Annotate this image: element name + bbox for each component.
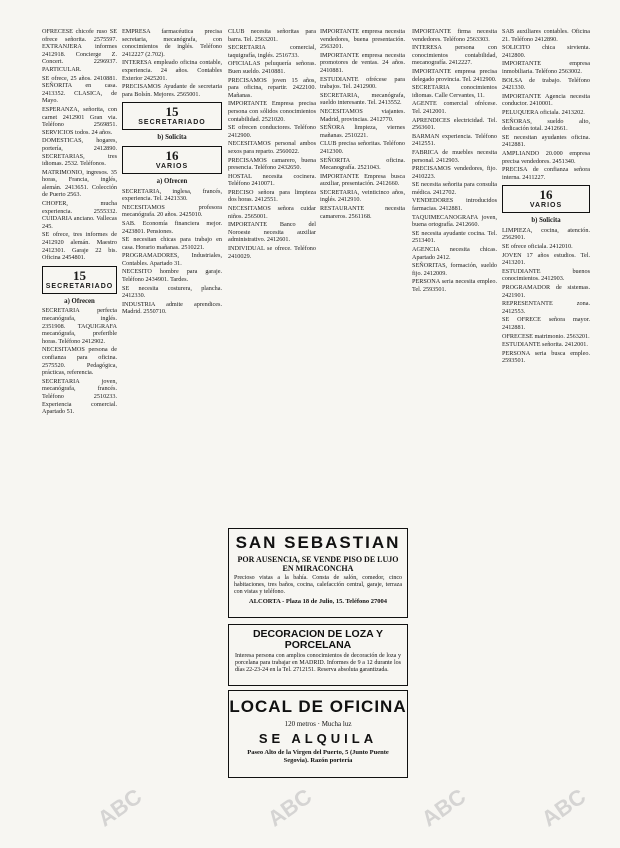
ad-san-sebastian-footer: ALCORTA - Plaza 18 de Julio, 15. Teléfono 27004: [249, 598, 387, 605]
classified-ad: SE necesitan ayudantes oficina. 2412881.: [502, 133, 590, 149]
section-label: VARIOS: [529, 202, 563, 210]
classified-ad: SECRETARIA, inglesa, francés, experiencia. Tel. 2421330.: [122, 187, 222, 203]
classified-ad: SE ofrece, 25 años. 2410881. SEÑORITA en casa. 2413352. CLASICA, de Mayo.: [42, 74, 117, 105]
classified-ad: IMPORTANTE empresa inmobiliaria. Teléfono 2563002.: [502, 60, 590, 75]
watermark: ABC: [536, 783, 591, 832]
classified-ad: BOLSA de trabajo. Teléfono 2421330.: [502, 76, 590, 92]
section-header: [122, 102, 222, 130]
classified-ad: PELUQUERA oficiala. 2413202.: [502, 108, 585, 116]
section-subheading: a) Ofrecen: [156, 177, 188, 185]
classified-ad: INTERESA empleado oficina contable, experiencia. 24 años. Contables Exterior 2425201.: [122, 59, 222, 82]
ad-local-oficina-sub: 120 metros · Mucha luz: [284, 720, 352, 728]
classified-ad: JOVEN 17 años estudios. Tel. 2413201.: [502, 251, 590, 267]
section-label: SECRETARIADO: [45, 282, 114, 290]
classified-column-2: [122, 28, 222, 828]
ad-decoracion-loza: [228, 624, 408, 686]
section-header: [42, 266, 117, 294]
classified-ad: RESTAURANTE necesita camareros. 2561168.: [320, 205, 405, 220]
classified-ad: SECRETARIA, veinticinco años, inglés. 2412910.: [320, 188, 405, 204]
classified-ad: OFRECESE chicofe ruso SE ofrece señorita. 2575597. EXTRANJERA informes 2412918. Concierge Z. Concert. 2296937. PARTICULAR.: [42, 28, 117, 73]
classified-ad: LIMPIEZA, cocina, atención. 2562901.: [502, 226, 590, 242]
classified-ad: ESTUDIANTE ofrécese para trabajos. Tel. 2412900.: [320, 75, 405, 91]
classified-column-3: [228, 28, 316, 528]
classified-ad: OFRECESE matrimonio. 2563201.: [502, 332, 590, 340]
classified-ad: CLUB precisa señoritas. Teléfono 2412300.: [320, 140, 405, 155]
ad-local-oficina: [228, 690, 408, 778]
classified-ad: PRECISAMOS Ayudante de secretaria para Bolsín. Mejores. 2565001.: [122, 83, 222, 98]
classified-column-5: [412, 28, 497, 828]
classified-ad: PROGRAMADOR de sistemas. 2421901.: [502, 284, 590, 299]
classified-ad: DOMESTICAS, hogares, portería, 2412890. SECRETARIAS, tres idiomas. 2532. Teléfonos.: [42, 137, 117, 168]
section-number: 15: [165, 104, 179, 120]
classified-ad: IMPORTANTE firma necesita vendedores. Teléfono 2563303.: [412, 28, 497, 43]
classified-ad: SEÑORAS, sueldo alto, dedicación total. 2412661.: [502, 117, 590, 133]
classified-ad: CHOFER, mucha experiencia. 2555332. CUIDARIA anciano. Vallecas 245.: [42, 200, 117, 230]
classified-ad: SE necesitan chicas para trabajo en casa. Horario mañanas. 2510221.: [122, 236, 222, 251]
section-subheading: b) Solicita: [157, 134, 187, 142]
classified-ad: NECESITAMOS persona de confianza para oficina. 2575520. Pedagógica, prácticas, referencia.: [42, 346, 117, 377]
classified-ad: BARMAN experiencia. Teléfono 2412551.: [412, 132, 497, 148]
classified-ad: SE necesita costurera, plancha. 2412330.: [122, 284, 222, 300]
ad-san-sebastian: [228, 528, 408, 618]
classified-ad: NECESITAMOS personal ambos sexos para reparto. 2560022.: [228, 140, 316, 155]
classified-column-6: [502, 28, 590, 828]
classified-ad: NECESITAMOS profesora mecanógrafa. 20 años. 2425010.: [122, 203, 222, 219]
classified-ad: FABRICA de muebles necesita personal. 2412903.: [412, 148, 497, 164]
classified-ad: SEÑORA limpieza, viernes mañanas. 2510221.: [320, 124, 405, 139]
classified-ad: PRECISAMOS vendedores, fijo. 2410223.: [412, 165, 497, 180]
classified-ad: SECRETARIA perfecta mecanógrafa, inglés. 2351908. TAQUIGRAFA mecanógrafa, preferible horas. Teléfono 2412902.: [42, 307, 117, 345]
section-label: SECRETARIADO: [138, 119, 206, 127]
classified-column-4: [320, 28, 405, 528]
ad-local-oficina-footer: Paseo Alto de la Virgen del Puerto, 5 (Junto Puente Segovia). Razón portería: [247, 749, 389, 764]
classified-ad: IMPORTANTE empresa necesita vendedores, buena presentación. 2563201.: [320, 28, 405, 51]
ad-san-sebastian-body: Precioso vistas a la bahía. Consta de salón, comedor, cinco habitaciones, tres baños, cocina, calefacción central, garaje, terraza con vistas y teléfono.: [234, 575, 402, 595]
classified-ad: PRECISAMOS joven 15 años, para oficina, repartir. 2422100. Mañanas.: [228, 76, 316, 99]
classified-ad: OFICIALAS peluquería señoras. Buen sueldo. 2410881.: [228, 60, 316, 75]
classified-ad: PRECISA de confianza señora interna. 2411227.: [502, 166, 590, 181]
classified-ad: AMPLIANDO 20.000 empresa precisa vendedores. 2451340.: [502, 149, 590, 165]
watermark: ABC: [92, 783, 147, 832]
classified-ad: HOSTAL necesita cocinera. Teléfono 2410071.: [228, 172, 316, 188]
section-label: VARIOS: [155, 162, 189, 170]
classified-ad: NECESITAMOS señora cuidar niños. 2565001.: [228, 205, 316, 220]
classified-ad: TAQUIMECANOGRAFA joven, buena ortografía. 2412660.: [412, 213, 497, 229]
classified-ad: MATRIMONIO, ingresos. 35 horas, Francia, inglés, alemán. 2413651. Colección de Puerto 2563.: [42, 168, 117, 199]
classified-ad: REPRESENTANTE zona. 2412553.: [502, 300, 590, 315]
section-number: 15: [73, 267, 86, 283]
classified-ad: ESTUDIANTE buenos conocimientos. 2412903.: [502, 267, 590, 283]
classified-ad: SEÑORITA oficina. Mecanografía. 2521043.: [320, 156, 405, 172]
classified-ad: ESPERANZA, señorita, con carnet 2412901 Gran via. Teléfono 2569851. SERVICIOS todos. 24 años.: [42, 105, 117, 136]
section-header: [122, 146, 222, 174]
classified-ad: SECRETARIA, mecanógrafa, sueldo interesante. Tel. 2413552.: [320, 91, 405, 107]
classified-ad: AGENCIA necesita chicas. Apartado 2412.: [412, 246, 497, 261]
ad-san-sebastian-sub: POR AUSENCIA, SE VENDE PISO DE LUJO EN MIRACONCHA: [237, 555, 399, 573]
classified-ad: SECRETARIA conocimientos idiomas. Calle Cervantes, 11.: [412, 84, 497, 99]
classified-ad: IMPORTANTE Empresa precisa persona con sólidos conocimientos contabilidad. 2521020.: [228, 100, 316, 123]
classified-ad: SE ofrece, tres informes de 2412920 alemán. Maestro 2412301. Garaje 22 bis. Oficina 2454801.: [42, 231, 117, 262]
ad-san-sebastian-title: SAN SEBASTIAN: [235, 533, 401, 552]
classified-ad: IMPORTANTE empresa precisa delegado provincia. Tel. 2412900.: [412, 67, 497, 83]
classified-ad: SECRETARIA joven, mecanógrafa, francés. Teléfono 2510233. Experiencia comercial. Apartado 51.: [42, 377, 117, 416]
classified-ad: PRECISAMOS camarero, buena presencia. Teléfono 2432650.: [228, 156, 316, 172]
watermark: ABC: [262, 783, 317, 832]
classified-ad: IMPORTANTE Banco del Noroeste necesita auxiliar administrativo. 2412601.: [228, 221, 316, 244]
classified-ad: SE OFRECE señora mayor. 2412881.: [502, 316, 590, 331]
classified-ad: IMPORTANTE Empresa busca auxiliar, presentación. 2412660.: [320, 172, 405, 188]
section-number: 16: [165, 147, 179, 163]
classified-ad: SE ofrece oficiala. 2412010.: [502, 243, 573, 251]
section-subheading: a) Ofrecen: [64, 297, 95, 305]
classified-ad: VENDEDORES introducidos farmacias. 2412881.: [412, 197, 497, 213]
classified-ad: INDIVIDUAL se ofrece. Teléfono 2410029.: [228, 245, 316, 260]
classified-ad: SE ofrecen conductores. Teléfono 2412900.: [228, 124, 316, 139]
classified-ad: PRECISO señora para limpieza dos horas. 2412551.: [228, 188, 316, 204]
classified-ad: SAB auxiliares contables. Oficina 21. Teléfono 2412890.: [502, 28, 590, 43]
classified-ad: NECESITO hombre para garaje. Teléfono 2434901. Tardes.: [122, 268, 222, 284]
classified-ad: SAB. Economía financiera mejor. 2423801. Pensiones.: [122, 219, 222, 235]
classified-ad: ESTUDIANTE señorita. 2412001.: [502, 341, 588, 349]
classified-column-1: [42, 28, 117, 828]
classified-ad: INDUSTRIA admite aprendices. Madrid. 2550710.: [122, 300, 222, 316]
watermark: ABC: [416, 783, 471, 832]
classified-ad: PROGRAMADORES, Industriales, Contables. Apartado 31.: [122, 252, 222, 267]
ad-local-oficina-title2: SE ALQUILA: [258, 731, 378, 746]
classified-ad: SE necesita señorita para consulta médica. 2412702.: [412, 181, 497, 196]
classified-ad: CLUB necesita señoritas para barra. Tel. 2563201.: [228, 28, 316, 43]
section-header: [502, 185, 590, 213]
ad-decoracion-loza-body: Interesa persona con amplios conocimientos de decoración de loza y porcelana para trabajar en MADRID. Informes de 9 a 12 durante los días 22-23-24 en la Tel. 2712151. Reserva absoluta garantizada.: [235, 653, 401, 673]
classified-ad: NECESITAMOS viajantes. Madrid, provincias. 2412770.: [320, 107, 405, 123]
classified-ad: SE necesita ayudante cocina. Tel. 2513401.: [412, 229, 497, 245]
classified-ad: SECRETARIA comercial, taquigrafía, inglés. 2516733.: [228, 44, 316, 59]
classified-ad: EMPRESA farmacéutica precisa secretaria, mecanógrafa, con conocimientos de inglés. Teléfono 2412227 (2.702).: [122, 28, 222, 58]
section-number: 16: [539, 187, 553, 203]
classified-ad: IMPORTANTE empresa necesita promotores de ventas. 24 años. 2410881.: [320, 51, 405, 74]
classified-ad: IMPORTANTE Agencia necesita conductor. 2410001.: [502, 92, 590, 108]
classified-ad: PERSONA seria necesita empleo. Tel. 2593501.: [412, 278, 497, 293]
classified-ad: AGENTE comercial ofrécese. Tel. 2412001.: [412, 100, 497, 115]
classified-ad: INTERESA persona con conocimientos contabilidad, mecanografía. 2412227.: [412, 44, 497, 67]
classified-ad: APRENDICES electricidad. Tel. 2563601.: [412, 116, 497, 132]
classified-ad: SOLICITO chica sirvienta. 2412800.: [502, 44, 590, 59]
section-subheading: b) Solicita: [531, 217, 561, 225]
classified-ad: SEÑORITAS, formación, sueldo fijo. 2412009.: [412, 262, 497, 277]
ad-local-oficina-title: LOCAL DE OFICINA: [229, 697, 407, 716]
classified-ad: PERSONA seria busca empleo. 2593501.: [502, 349, 590, 365]
ad-decoracion-loza-title: DECORACION DE LOZA Y PORCELANA: [252, 628, 384, 651]
